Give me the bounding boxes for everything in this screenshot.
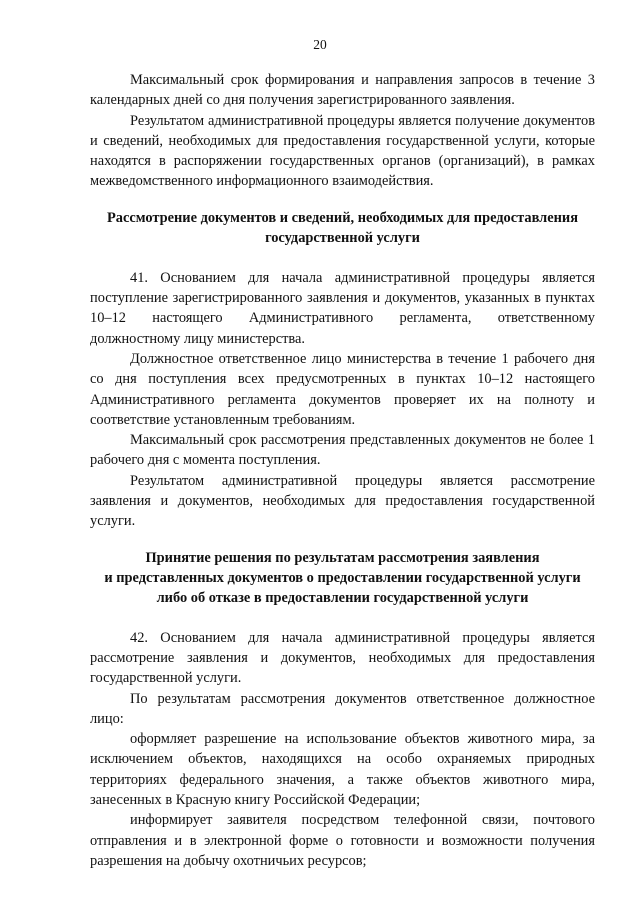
heading-line: Рассмотрение документов и сведений, необходимых для предоставления <box>107 209 578 226</box>
section-heading <box>90 208 595 248</box>
paragraph: Максимальный срок рассмотрения представленных документов не более 1 рабочего дня с момента поступления. <box>90 432 595 469</box>
paragraph: Максимальный срок формирования и направления запросов в течение 3 календарных дней со дня получения зарегистрированного заявления. <box>90 72 595 109</box>
paragraph: По результатам рассмотрения документов ответственное должностное лицо: <box>90 690 595 727</box>
heading-line: Принятие решения по результатам рассмотрения заявления <box>145 549 540 566</box>
document-body <box>90 70 595 871</box>
heading-line: государственной услуги <box>265 229 420 246</box>
paragraph: оформляет разрешение на использование объектов животного мира, за исключением объектов, находящихся на особо охраняемых природных территориях федерального значения, а также объектов животного мира, занесенных в Красную книгу Российской Федерации; <box>90 731 595 809</box>
paragraph: Результатом административной процедуры является получение документов и сведений, необходимых для предоставления государственной услуги, которые находятся в распоряжении государственных органов (организаций), в рамках межведомственного информационного взаимодействия. <box>90 112 595 190</box>
paragraph: информирует заявителя посредством телефонной связи, почтового отправления и в электронной форме о готовности и возможности получения разрешения на добычу охотничьих ресурсов; <box>90 812 595 869</box>
heading-line: либо об отказе в предоставлении государственной услуги <box>156 589 529 606</box>
heading-line: и представленных документов о предоставлении государственной услуги <box>104 569 581 586</box>
paragraph: Должностное ответственное лицо министерства в течение 1 рабочего дня со дня поступления всех предусмотренных в пунктах 10–12 настоящего Административного регламента документов проверяет их на полноту и соответствие установленным требованиям. <box>90 350 595 428</box>
paragraph: Результатом административной процедуры является рассмотрение заявления и документов, необходимых для предоставления государственной услуги. <box>90 472 595 530</box>
paragraph: 41. Основанием для начала административной процедуры является поступление зарегистрированного заявления и документов, указанных в пунктах 10–12 настоящего Административного регламента, ответственному должностному лицу министерства. <box>90 269 595 347</box>
paragraph: 42. Основанием для начала административной процедуры является рассмотрение заявления и документов, необходимых для предоставления государственной услуги. <box>90 629 595 687</box>
section-heading <box>90 548 595 608</box>
page-number: 20 <box>313 37 327 52</box>
